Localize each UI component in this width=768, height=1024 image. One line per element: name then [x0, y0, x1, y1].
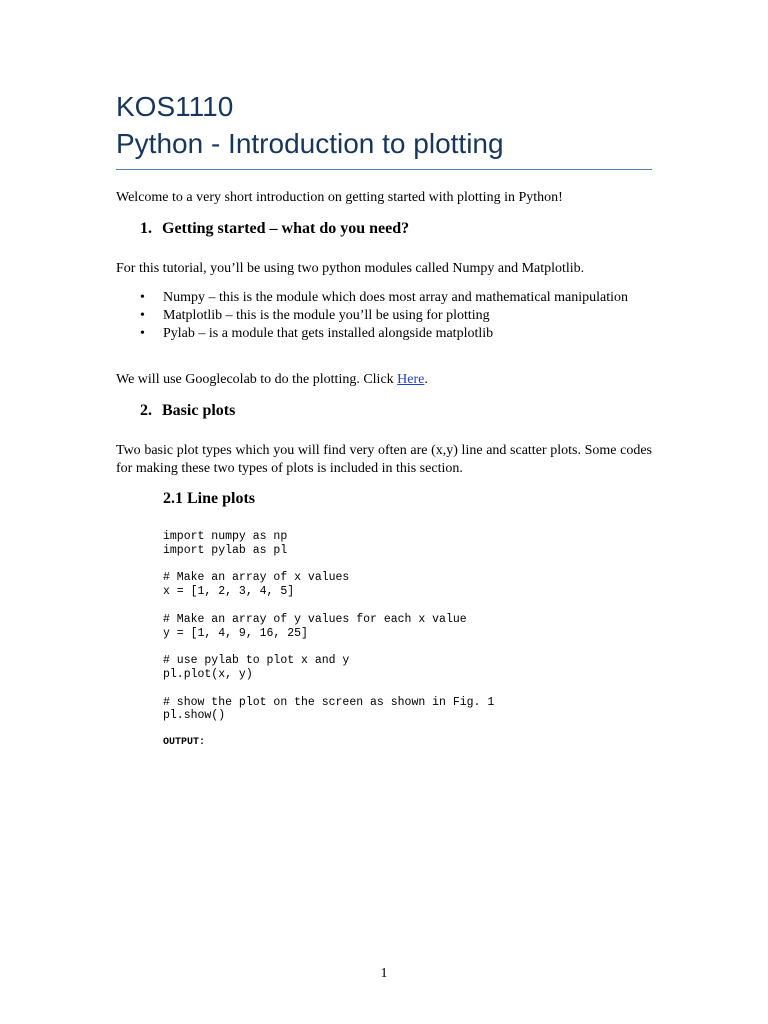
- section-2-heading: [140, 401, 235, 421]
- document-subtitle: Python - Introduction to plotting: [116, 128, 504, 159]
- list-item-text: Numpy – this is the module which does most array and mathematical manipulation: [163, 290, 629, 305]
- list-item: [138, 308, 652, 324]
- subsection-heading: 2.1 Line plots: [163, 490, 256, 507]
- list-item-text: Matplotlib – this is the module you’ll be using for plotting: [163, 308, 490, 323]
- title-underline: [116, 169, 652, 170]
- section-2-body: Two basic plot types which you will find very often are (x,y) line and scatter plots. Some codes for making these two types of plots is included in this section.: [116, 443, 652, 476]
- colab-paragraph: [116, 371, 652, 389]
- list-item-text: Pylab – is a module that gets installed alongside matplotlib: [163, 326, 494, 341]
- section-1-number: 1.: [140, 220, 152, 237]
- output-label: OUTPUT:: [163, 737, 206, 748]
- section-1-heading: [140, 219, 409, 239]
- section-2-title: Basic plots: [162, 402, 236, 419]
- list-item: [138, 290, 652, 306]
- colab-text: We will use Googlecolab to do the plotting. Click: [116, 372, 398, 387]
- bullet-icon: •: [140, 290, 145, 305]
- bullet-icon: •: [140, 326, 145, 341]
- bullet-icon: •: [140, 308, 145, 323]
- code-block: import numpy as np import pylab as pl # Make an array of x values x = [1, 2, 3, 4, 5] # Make an array of y values for each x value y = [1, 4, 9, 16, 25] # use pylab to plot x and y pl.plot(x, y) # show the plot on the screen as shown in Fig. 1 pl.show(): [163, 530, 495, 723]
- section-2-number: 2.: [140, 402, 152, 419]
- colab-link[interactable]: Here: [397, 372, 425, 387]
- section-1-title: Getting started – what do you need?: [162, 220, 410, 237]
- section-1-lead: For this tutorial, you’ll be using two python modules called Numpy and Matplotlib.: [116, 261, 585, 276]
- list-item: [138, 326, 652, 342]
- intro-paragraph: Welcome to a very short introduction on getting started with plotting in Python!: [116, 190, 563, 205]
- document-title: [116, 88, 656, 162]
- page-number: 1: [380, 966, 388, 981]
- colab-end: .: [424, 372, 428, 387]
- course-code: KOS1110: [116, 91, 234, 122]
- module-list: [138, 290, 652, 344]
